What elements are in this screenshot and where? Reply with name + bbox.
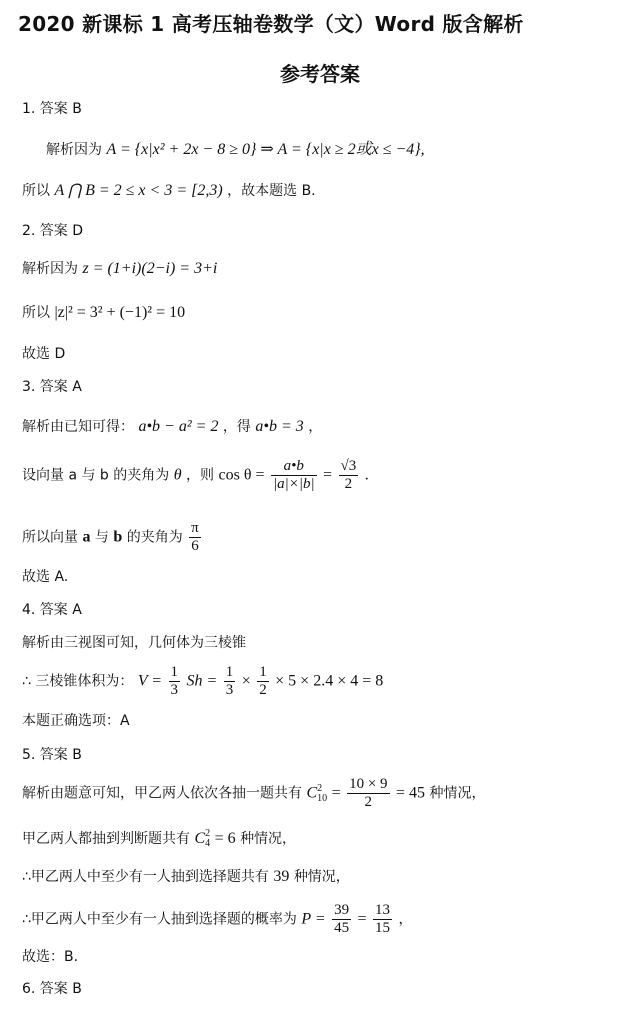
q2-complex-expression: z = (1+i)(2−i) = 3+i bbox=[82, 260, 218, 277]
q3-pi-over-6-fraction: $\frac{\pi}{6}$ bbox=[191, 520, 199, 554]
q4-fraction-one-half: $\frac{1}{2}$ bbox=[259, 664, 267, 698]
q1-solution-line-1: 解析因为 A = {x|x² + 2x − 8 ≥ 0} ⇒ A = {x|x ≥ 2或x ≤ −4}, bbox=[46, 141, 425, 158]
q3-conclusion: 故选 A. bbox=[22, 569, 69, 585]
q2-answer-heading: 2. 答案 D bbox=[22, 223, 84, 239]
q3-dot-product-equation-1: a•b − a² = 2 bbox=[138, 418, 219, 435]
q4-answer-heading: 4. 答案 A bbox=[22, 602, 82, 618]
q5-solution-line-3: ∴甲乙两人中至少有一人抽到选择题共有 39 种情况， bbox=[22, 868, 350, 885]
q3-solution-line-1: 解析由已知可得： a•b − a² = 2 ，得 a•b = 3 ， bbox=[22, 418, 323, 435]
q3-solution-line-3: 所以向量 a 与 b 的夹角为 $\frac{\pi}{6}$ bbox=[22, 520, 199, 554]
q1-intersection-expression: A ⋂ B = 2 ≤ x < 3 = [2,3) bbox=[54, 182, 223, 199]
q4-solution-line-2: ∴ 三棱锥体积为： V = $\frac{1}{3}$ Sh = $\frac{1}{3}$ × $\frac{1}{2}$ × 5 × 2.4 × 4 = 8 bbox=[22, 664, 384, 698]
q4-solution-line-1: 解析由三视图可知，几何体为三棱锥 bbox=[22, 635, 246, 651]
vector-a-symbol: a bbox=[82, 528, 91, 546]
q2-solution-line-1: 解析因为 z = (1+i)(2−i) = 3+i bbox=[22, 260, 218, 277]
vector-b-symbol: b bbox=[113, 528, 123, 546]
document-title: 2020 新课标 1 高考压轴卷数学（文）Word 版含解析 bbox=[18, 12, 524, 36]
q3-answer-heading: 3. 答案 A bbox=[22, 379, 82, 395]
q3-dot-product-equation-2: a•b = 3 bbox=[255, 418, 304, 435]
q3-sqrt3-over-2-fraction: $\frac{√3}{2}$ bbox=[340, 458, 357, 492]
q1-set-expression: A = {x|x² + 2x − 8 ≥ 0} ⇒ A = {x|x ≥ 2或x ≤ −4}, bbox=[106, 141, 425, 158]
q2-solution-line-2: 所以 |z|² = 3² + (−1)² = 10 bbox=[22, 304, 186, 321]
q5-conclusion: 故选：B. bbox=[22, 949, 79, 965]
q5-fraction-39-over-45: $\frac{39}{45}$ bbox=[334, 902, 350, 936]
q3-solution-line-2: 设向量 a 与 b 的夹角为 θ ，则 cos θ = $\frac{a•b}{|a|\times|b|}$ = $\frac{√3}{2}$ . bbox=[22, 458, 369, 492]
q1-solution-line-2: 所以 A ⋂ B = 2 ≤ x < 3 = [2,3) ，故本题选 B. bbox=[22, 182, 316, 199]
q4-fraction-one-third-a: $\frac{1}{3}$ bbox=[170, 664, 179, 698]
q5-solution-line-2: 甲乙两人都抽到判断题共有 C 2 4 = 6 种情况， bbox=[22, 828, 297, 849]
q4-conclusion: 本题正确选项：A bbox=[22, 713, 130, 729]
q2-conclusion: 故选 D bbox=[22, 346, 66, 362]
section-title: 参考答案 bbox=[280, 62, 360, 86]
q5-fraction-13-over-15: $\frac{13}{15}$ bbox=[375, 902, 391, 936]
q1-answer-heading: 1. 答案 B bbox=[22, 101, 82, 117]
q3-cos-fraction: $\frac{a•b}{|a|\times|b|}$ bbox=[272, 458, 315, 492]
q5-fraction-10x9-over-2: $\frac{10 \times 9}{2}$ bbox=[349, 776, 388, 810]
q5-solution-line-4: ∴甲乙两人中至少有一人抽到选择题的概率为 P = $\frac{39}{45}$ = $\frac{13}{15}$ ， bbox=[22, 902, 413, 936]
q5-answer-heading: 5. 答案 B bbox=[22, 747, 82, 763]
q5-solution-line-1: 解析由题意可知，甲乙两人依次各抽一题共有 C 2 10 = $\frac{10 \times 9}{2}$ = 45 种情况， bbox=[22, 776, 486, 810]
q2-modulus-expression: |z|² = 3² + (−1)² = 10 bbox=[54, 304, 186, 321]
q4-fraction-one-third-b: $\frac{1}{3}$ bbox=[225, 664, 234, 698]
q6-answer-heading: 6. 答案 B bbox=[22, 981, 82, 997]
